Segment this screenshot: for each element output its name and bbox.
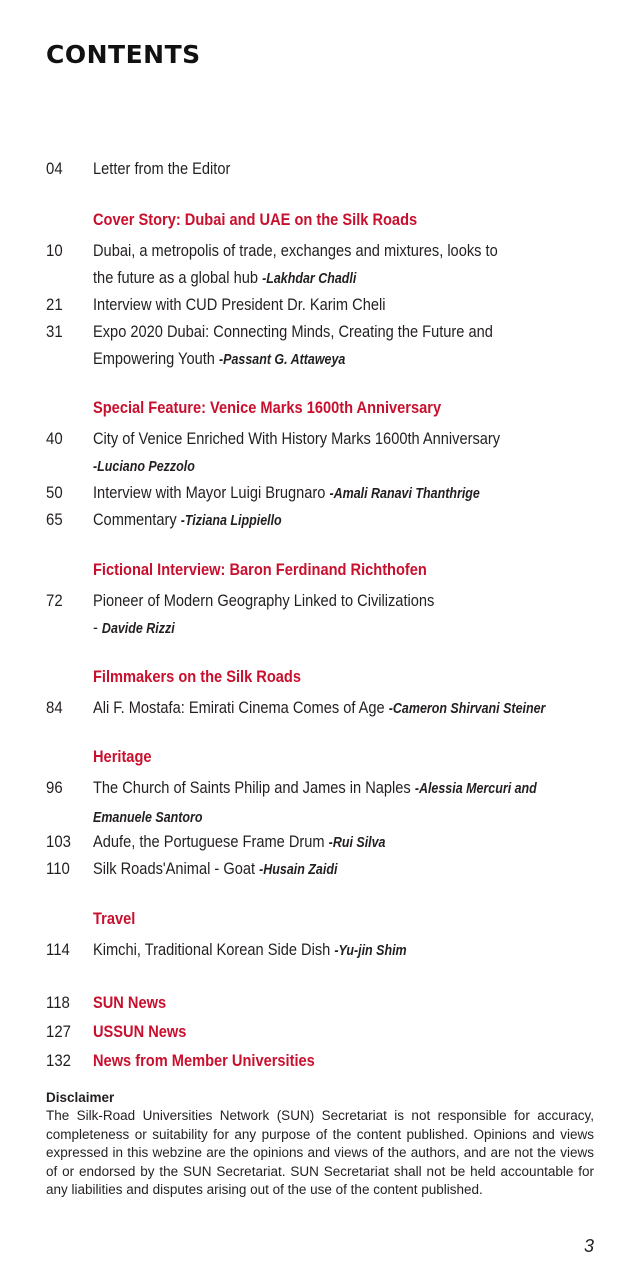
- entry-title: Interview with Mayor Luigi Brugnaro: [93, 483, 330, 502]
- entry-author: -Passant G. Attaweya: [218, 352, 346, 368]
- entry-author: -Alessia Mercuri and: [414, 781, 537, 797]
- entry-title: Dubai, a metropolis of trade, exchanges and mixtures, looks to: [93, 241, 498, 260]
- entry-author: -Luciano Pezzolo: [93, 459, 195, 475]
- entry-title: USSUN News: [93, 1022, 187, 1041]
- entry-title: Ali F. Mostafa: Emirati Cinema Comes of Age: [93, 698, 389, 717]
- disclaimer-heading: Disclaimer: [46, 1090, 115, 1105]
- entry-title-cont: Empowering Youth: [93, 349, 219, 368]
- page-number-ref: 84: [46, 698, 63, 717]
- entry-title: Interview with CUD President Dr. Karim Cheli: [93, 295, 386, 314]
- entry-title: Adufe, the Portuguese Frame Drum: [93, 832, 329, 851]
- page-number-ref: 04: [46, 159, 63, 178]
- entry-title: Commentary: [93, 510, 181, 529]
- page-number-ref: 10: [46, 241, 63, 260]
- page-number-ref: 65: [46, 510, 63, 529]
- section-heading: Heritage: [93, 747, 152, 766]
- page-number-ref: 114: [46, 940, 70, 959]
- page-number-ref: 21: [46, 295, 63, 314]
- entry-title: Silk Roads'Animal - Goat: [93, 859, 260, 878]
- page-number-ref: 50: [46, 483, 63, 502]
- page-number-ref: 110: [46, 859, 70, 878]
- entry-title: Letter from the Editor: [93, 159, 231, 178]
- page-number-ref: 132: [46, 1051, 71, 1070]
- section-heading: Special Feature: Venice Marks 1600th Anniversary: [93, 398, 442, 417]
- entry-title: Expo 2020 Dubai: Connecting Minds, Creating the Future and: [93, 322, 493, 341]
- entry-title: SUN News: [93, 993, 167, 1012]
- page-number-ref: 103: [46, 832, 71, 851]
- section-heading: Cover Story: Dubai and UAE on the Silk Roads: [93, 210, 418, 229]
- entry-title: The Church of Saints Philip and James in Naples: [93, 778, 415, 797]
- entry-author: -Rui Silva: [328, 835, 386, 851]
- section-heading: Fictional Interview: Baron Ferdinand Richthofen: [93, 560, 427, 579]
- disclaimer: [46, 1090, 594, 1200]
- section-heading: Filmmakers on the Silk Roads: [93, 667, 301, 686]
- entry-title-cont: the future as a global hub: [93, 268, 263, 287]
- entry-author-cont: Emanuele Santoro: [93, 810, 203, 826]
- page-number-ref: 40: [46, 429, 63, 448]
- page-number: 3: [583, 1236, 594, 1256]
- entry-author: -Amali Ranavi Thanthrige: [329, 486, 480, 502]
- page-title: CONTENTS: [46, 40, 201, 69]
- page-number-ref: 127: [46, 1022, 71, 1041]
- entry-author: -Husain Zaidi: [259, 862, 338, 878]
- entry-title: Kimchi, Traditional Korean Side Dish: [93, 940, 335, 959]
- disclaimer-body: The Silk-Road Universities Network (SUN) Secretariat is not responsible for accuracy, completeness or suitability for any purpose of the content published. Opinions and views expressed in this webzine are the opinions and views of the authors, and are not the views of or endorsed by the SUN Secretariat. SUN Secretariat shall not be held accountable for any liabilities and disputes arising out of the use of the content published.: [46, 1108, 594, 1197]
- author-dash: -: [93, 618, 102, 637]
- entry-author: Davide Rizzi: [101, 621, 175, 637]
- entry-author: -Yu-jin Shim: [334, 943, 407, 959]
- page-number-ref: 31: [46, 322, 63, 341]
- entry-author: -Tiziana Lippiello: [180, 513, 282, 529]
- entry-title: News from Member Universities: [93, 1051, 315, 1070]
- page-number-ref: 118: [46, 993, 70, 1012]
- page-number-ref: 96: [46, 778, 63, 797]
- section-heading: Travel: [93, 909, 136, 928]
- entry-title: City of Venice Enriched With History Marks 1600th Anniversary: [93, 429, 501, 448]
- entry-title: Pioneer of Modern Geography Linked to Civilizations: [93, 591, 435, 610]
- page-number-ref: 72: [46, 591, 63, 610]
- entry-author: -Cameron Shirvani Steiner: [388, 701, 546, 717]
- entry-author: -Lakhdar Chadli: [262, 271, 357, 287]
